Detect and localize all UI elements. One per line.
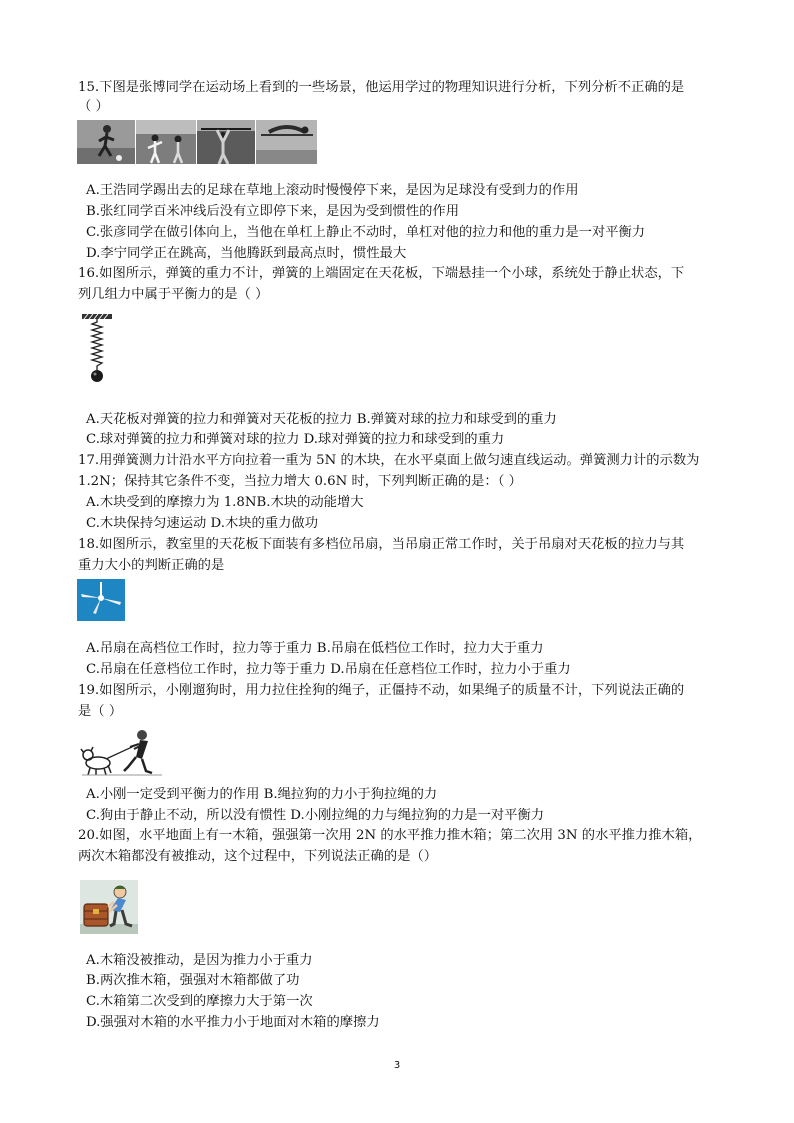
q20-stem-line2: 两次木箱都没有被推动，这个过程中，下列说法正确的是（）	[78, 849, 438, 864]
q20-stem-line1: 20.如图，水平地面上有一木箱，强强第一次用 2N 的水平推力推木箱；第二次用 3N 的水平推力推木箱，	[78, 828, 702, 843]
q20-option-c: C.木箱第二次受到的摩擦力大于第一次	[86, 994, 313, 1009]
q19-option-cd: C.狗由于静止不动，所以没有惯性 D.小刚拉绳的力与绳拉狗的力是一对平衡力	[86, 808, 545, 823]
q15-stem-line2: （ ）	[78, 99, 109, 114]
q20-option-d: D.强强对木箱的水平推力小于地面对木箱的摩擦力	[86, 1015, 380, 1030]
q18-stem-line1: 18.如图所示，教室里的天花板下面装有多档位吊扇，当吊扇正常工作时，关于吊扇对天花板的拉力与其	[78, 537, 685, 552]
q16-stem-line2: 列几组力中属于平衡力的是（ ）	[78, 287, 269, 302]
q17-option-ab: A.木块受到的摩擦力为 1.8NB.木块的动能增大	[86, 495, 364, 510]
q15-stem-line1: 15.下图是张博同学在运动场上看到的一些场景，他运用学过的物理知识进行分析，下列分析不正确的是	[78, 80, 685, 95]
q15-option-c: C.张彦同学在做引体向上，当他在单杠上静止不动时，单杠对他的拉力和他的重力是一对平衡力	[86, 225, 646, 240]
q20-option-a: A.木箱没被推动，是因为推力小于重力	[86, 953, 313, 968]
spring-ball-figure	[78, 310, 118, 385]
q15-option-a: A.王浩同学踢出去的足球在草地上滚动时慢慢停下来，是因为足球没有受到力的作用	[86, 183, 579, 198]
q18-stem-line2: 重力大小的判断正确的是	[78, 558, 225, 573]
q18-option-cd: C.吊扇在任意档位工作时，拉力等于重力 D.吊扇在任意档位工作时，拉力小于重力	[86, 662, 571, 677]
page-number: 3	[393, 1060, 401, 1071]
q18-option-ab: A.吊扇在高档位工作时，拉力等于重力 B.吊扇在低档位工作时，拉力大于重力	[86, 641, 544, 656]
q16-option-cd: C.球对弹簧的拉力和弹簧对球的拉力 D.球对弹簧的拉力和球受到的重力	[86, 432, 505, 447]
q17-stem-line2: 1.2N；保持其它条件不变，当拉力增大 0.6N 时，下列判断正确的是：（ ）	[78, 474, 522, 489]
q15-option-d: D.李宁同学正在跳高，当他腾跃到最高点时，惯性最大	[86, 246, 407, 261]
q19-stem-line1: 19.如图所示，小刚遛狗时，用力拉住拴狗的绳子，正僵持不动，如果绳子的质量不计，下列说法正确的	[78, 683, 685, 698]
boy-pushing-box-figure	[80, 880, 138, 934]
boy-walking-dog-figure	[80, 727, 164, 777]
q19-option-ab: A.小刚一定受到平衡力的作用 B.绳拉狗的力小于狗拉绳的力	[86, 787, 438, 802]
q15-option-b: B.张红同学百米冲线后没有立即停下来，是因为受到惯性的作用	[86, 204, 460, 219]
ceiling-fan-figure	[77, 579, 125, 621]
q19-stem-line2: 是（ ）	[78, 704, 123, 719]
q17-option-cd: C.木块保持匀速运动 D.木块的重力做功	[86, 516, 319, 531]
q15-sports-photos	[77, 120, 317, 164]
q20-option-b: B.两次推木箱，强强对木箱都做了功	[86, 973, 300, 988]
q16-stem-line1: 16.如图所示，弹簧的重力不计，弹簧的上端固定在天花板，下端悬挂一个小球，系统处于静止状态，下	[78, 266, 685, 281]
q16-option-ab: A.天花板对弹簧的拉力和弹簧对天花板的拉力 B.弹簧对球的拉力和球受到的重力	[86, 412, 557, 427]
q17-stem-line1: 17.用弹簧测力计沿水平方向拉着一重为 5N 的木块，在水平桌面上做匀速直线运动。弹簧测力计的示数为	[78, 453, 700, 468]
